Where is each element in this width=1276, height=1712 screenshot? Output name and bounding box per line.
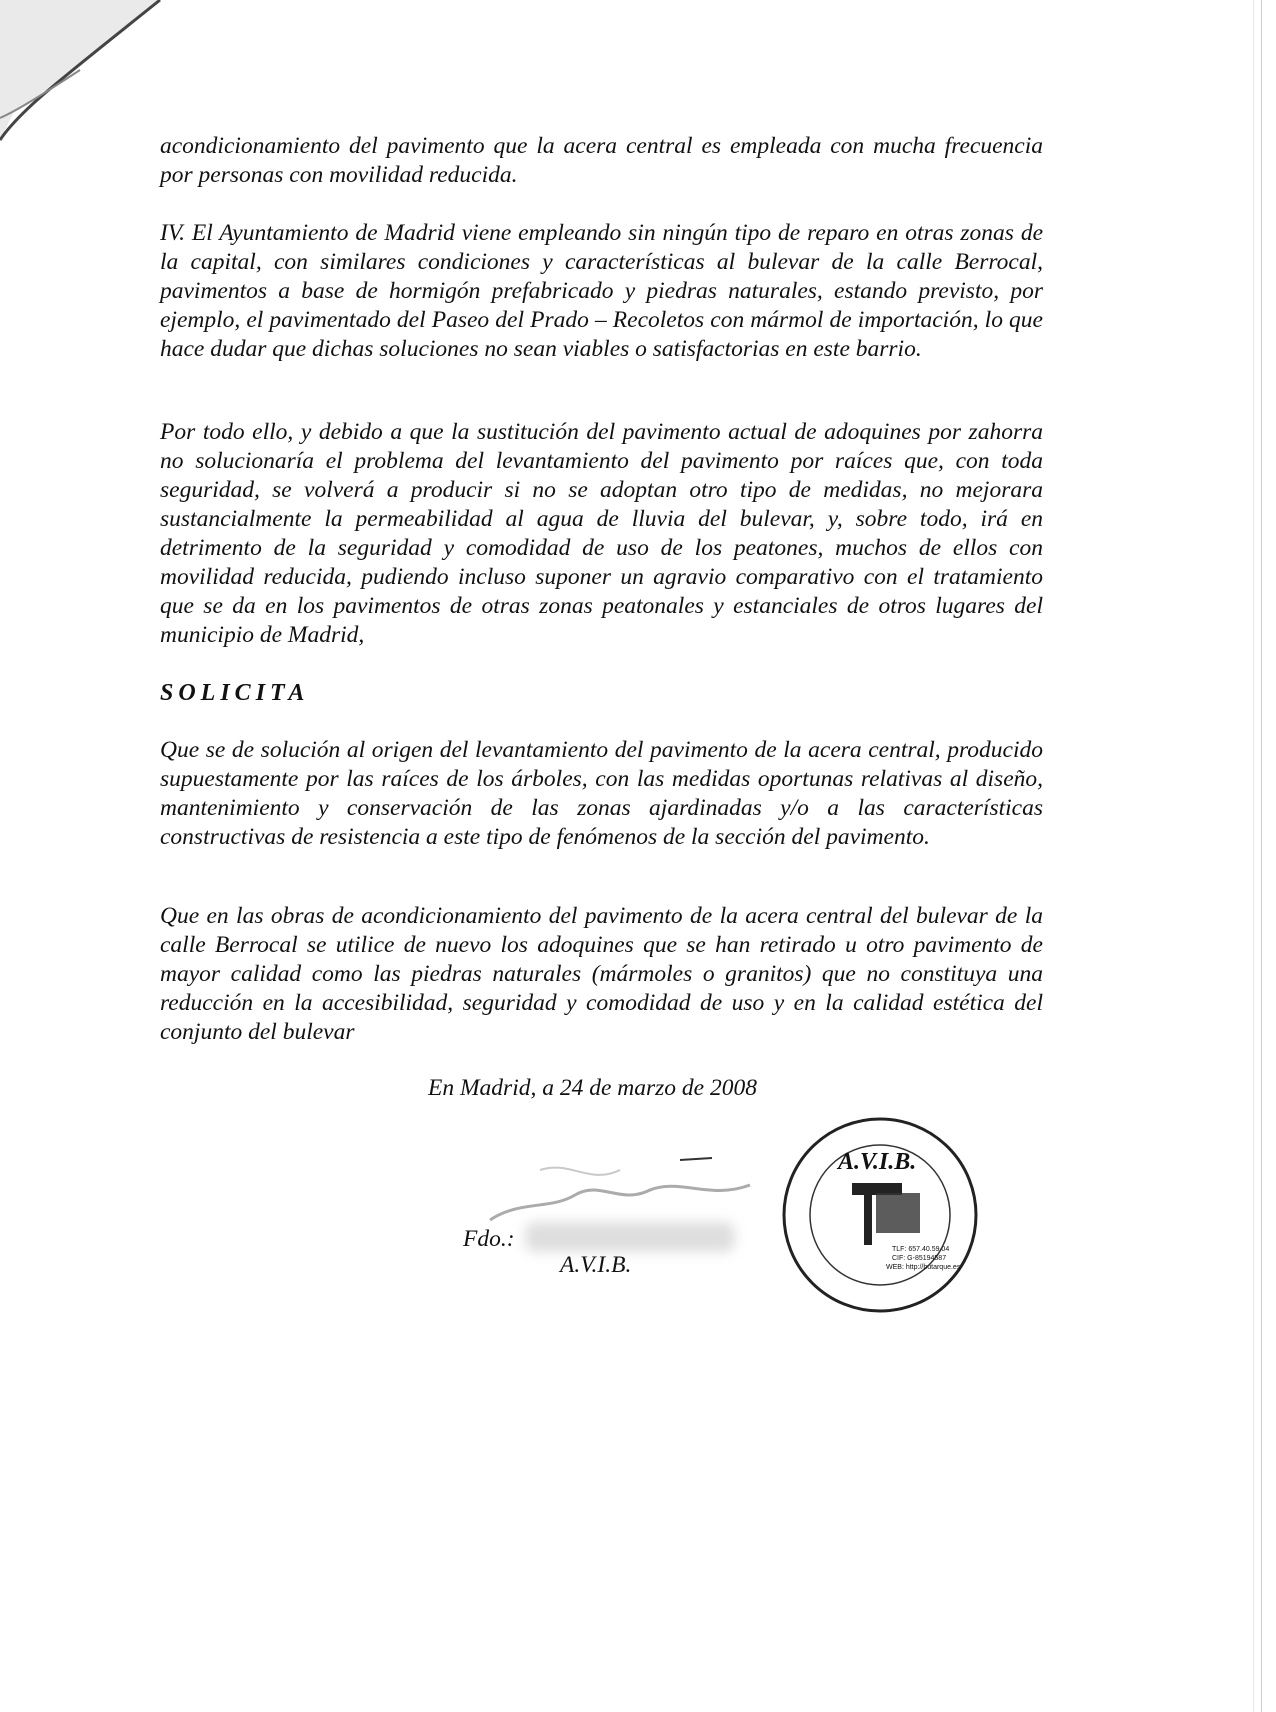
request-paragraph-1: Que se de solución al origen del levantamiento del pavimento de la acera central, producido supuestamente por las raíces de los árboles, con las medidas oportunas relativas al diseño, mantenimiento y conservación de las zonas ajardinadas y/o a las características constructivas de resistencia a este tipo de fenómenos de la sección del pavimento. [160,737,1043,850]
paragraph-iv-ayuntamiento: IV. El Ayuntamiento de Madrid viene empleando sin ningún tipo de reparo en otras zonas de la capital, con similares condiciones y características al bulevar de la calle Berrocal, pavimentos a base de hormigón prefabricado y piedras naturales, estando previsto, por ejemplo, el pavimentado del Paseo del Prado – Recoletos con mármol de importación, lo que hace dudar que dichas soluciones no sean viables o satisfactorias en este barrio. [160,220,1043,362]
date-line: En Madrid, a 24 de marzo de 2008 [428,1075,757,1101]
signature-line [463,1226,515,1253]
signature-prefix: Fdo.: [463,1226,515,1252]
redacted-signer-name [525,1222,735,1252]
request-paragraph-2: Que en las obras de acondicionamiento del pavimento de la acera central del bulevar de la calle Berrocal se utilice de nuevo los adoquines que se han retirado u otro pavimento de mayor calidad como las piedras naturales (mármoles o granitos) que no constituya una reducción en la accesibilidad, seguridad y comodidad de uso y en la calidad estética del conjunto del bulevar [160,903,1043,1045]
scan-edge-line-faint [1253,0,1254,1712]
folded-corner-mark [0,0,170,150]
stamp-initials: A.V.I.B. [838,1149,917,1175]
stamp-cif: CIF: G-85194587 [892,1255,947,1262]
section-heading-solicita: SOLICITA [160,680,310,706]
signature-organization: A.V.I.B. [560,1252,632,1278]
stamp-phone: TLF: 657.40.59.04 [892,1246,950,1253]
paragraph-movilidad: acondicionamiento del pavimento que la acera central es empleada con mucha frecuencia por personas con movilidad reducida. [160,133,1043,188]
association-stamp [780,1115,980,1315]
paragraph-por-todo-ello: Por todo ello, y debido a que la sustitución del pavimento actual de adoquines por zahorra no solucionaría el problema del levantamiento del pavimento por raíces que, con toda seguridad, se volverá a producir si no se adoptan otro tipo de medidas, no mejorara sustancialmente la permeabilidad al agua de lluvia del bulevar, y, sobre todo, irá en detrimento de la seguridad y comodidad de uso de los peatones, muchos de ellos con movilidad reducida, pudiendo incluso suponer un agravio comparativo con el tratamiento que se da en los pavimentos de otras zonas peatonales y estanciales de otros lugares del municipio de Madrid, [160,419,1043,648]
stamp-web: WEB: http://butarque.es [886,1264,961,1271]
scan-edge-line [1261,0,1262,1712]
